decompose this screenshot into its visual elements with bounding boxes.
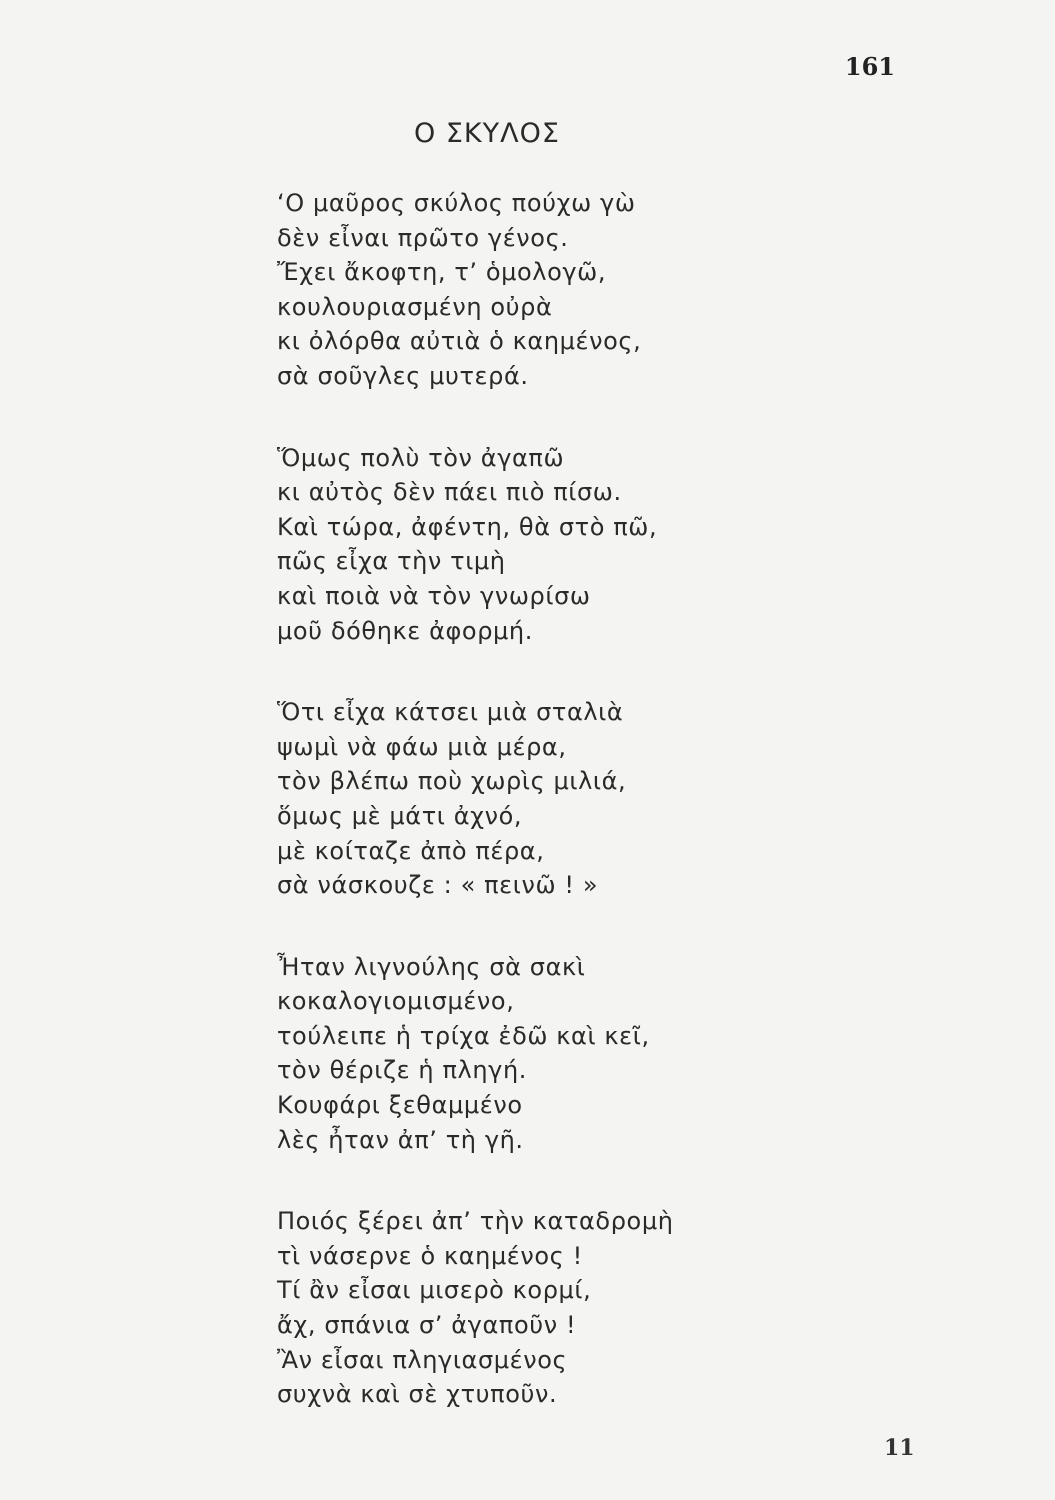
stanza [277, 441, 797, 649]
poem-line: Τί ἂν εἶσαι μισερὸ κορμί, [277, 1276, 592, 1305]
poem-line: σὰ νάσκουζε : « πεινῶ ! » [277, 871, 599, 900]
poem-line: Ἦταν λιγνούλης σὰ σακὶ [277, 952, 586, 981]
poem-line: Ἂν εἶσαι πληγιασμένος [277, 1345, 568, 1374]
poem-line: Κουφάρι ξεθαμμένο [277, 1091, 523, 1120]
poem-line: ψωμὶ νὰ φάω μιὰ μέρα, [277, 732, 567, 761]
page-number: 161 [844, 52, 895, 81]
poem-body [277, 186, 797, 1459]
poem-line: σὰ σοῦγλες μυτερά. [277, 361, 529, 390]
stanza [277, 695, 797, 903]
poem-line: Ὅμως πολὺ τὸν ἀγαπῶ [277, 443, 565, 472]
poem-line: δὲν εἶναι πρῶτο γένος. [277, 223, 569, 252]
poem-line: κι ὀλόρθα αὐτιὰ ὁ καημένος, [277, 327, 642, 356]
poem-line: ‘Ο μαῦρος σκύλος πούχω γὼ [277, 189, 636, 217]
poem-line: Ὅτι εἶχα κάτσει μιὰ σταλιὰ [277, 698, 624, 727]
poem-line: μὲ κοίταζε ἀπὸ πέρα, [277, 836, 545, 865]
poem-line: λὲς ἦταν ἀπ’ τὴ γῆ. [277, 1125, 524, 1154]
poem-line: συχνὰ καὶ σὲ χτυποῦν. [277, 1380, 558, 1409]
poem-line: Ποιός ξέρει ἀπ’ τὴν καταδρομὴ [277, 1207, 674, 1236]
poem-line: κοκαλογιομισμένο, [277, 987, 515, 1016]
poem-line: τὸν βλέπω ποὺ χωρὶς μιλιά, [277, 767, 627, 796]
stanza [277, 1204, 797, 1412]
stanza [277, 186, 797, 394]
poem-line: ὅμως μὲ μάτι ἀχνό, [277, 801, 523, 830]
poem-line: Καὶ τώρα, ἀφέντη, θὰ στὸ πῶ, [277, 512, 658, 541]
poem-line: πῶς εἶχα τὴν τιμὴ [277, 547, 506, 576]
poem-line: τὶ νάσερνε ὁ καημένος ! [277, 1241, 583, 1270]
poem-line: καὶ ποιὰ νὰ τὸν γνωρίσω [277, 581, 591, 610]
poem-line: ἄχ, σπάνια σ’ ἀγαποῦν ! [277, 1311, 577, 1340]
poem-line: κουλουριασμένη οὐρὰ [277, 292, 553, 321]
poem-line: μοῦ δόθηκε ἀφορμή. [277, 616, 533, 645]
stanza [277, 950, 797, 1158]
poem-line: Ἔχει ἄκοφτη, τ’ ὁμολογῶ, [277, 258, 607, 287]
poem-title: Ο ΣΚΥΛΟΣ [414, 118, 560, 149]
poem-line: τὸν θέριζε ἡ πληγή. [277, 1056, 527, 1085]
poem-line: τούλειπε ἡ τρίχα ἐδῶ καὶ κεῖ, [277, 1021, 650, 1050]
poem-line: κι αὐτὸς δὲν πάει πιὸ πίσω. [277, 478, 622, 507]
signature-mark: 11 [884, 1435, 915, 1461]
